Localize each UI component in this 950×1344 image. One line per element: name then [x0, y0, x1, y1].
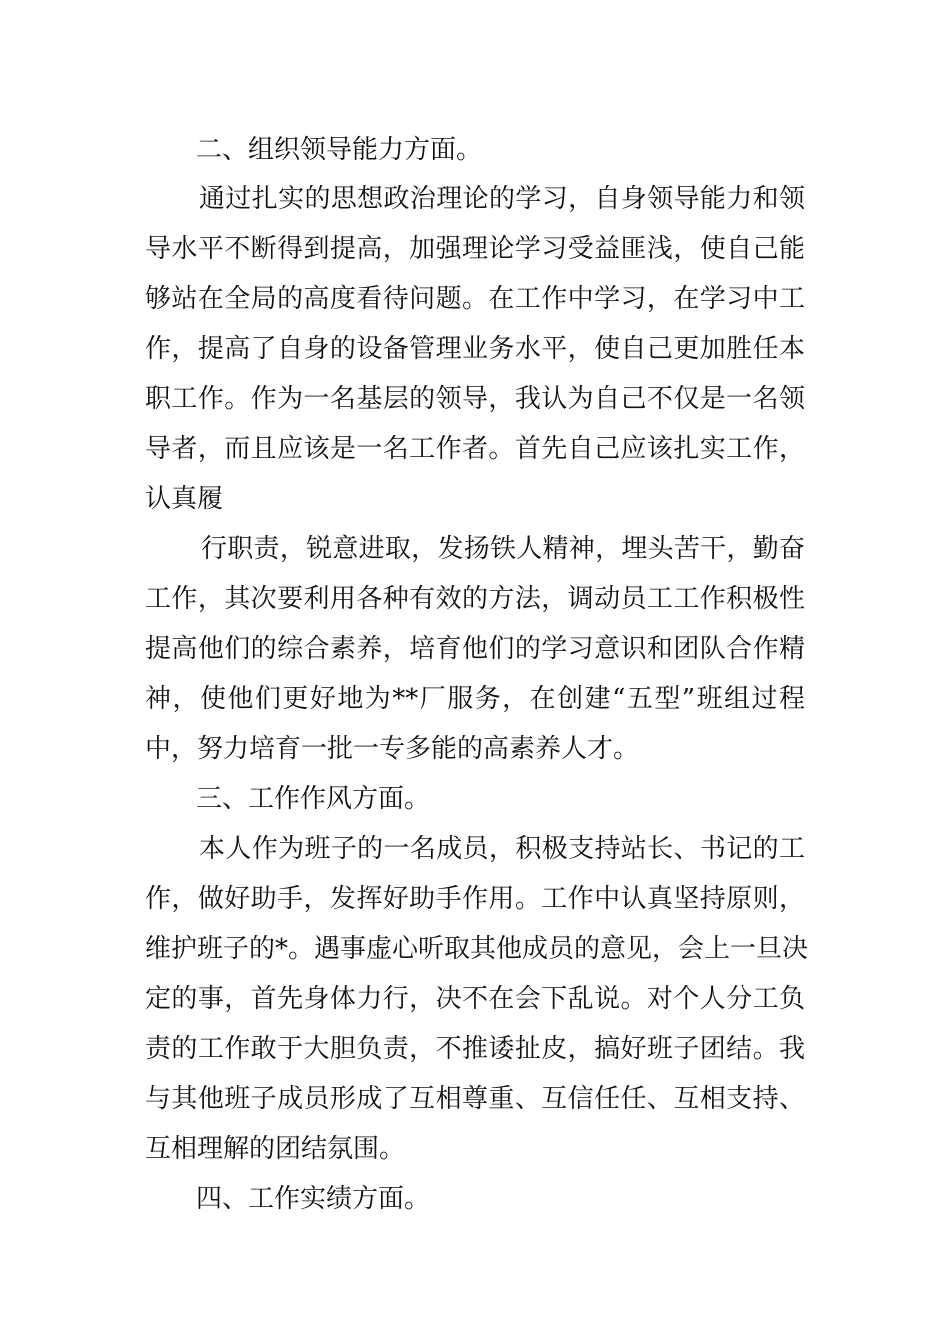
- paragraph-line: 维护班子的*。遇事虚心听取其他成员的意见，会上一旦决: [145, 934, 809, 964]
- paragraph-line: 通过扎实的思想政治理论的学习，自身领导能力和领: [199, 184, 805, 214]
- paragraph-line: 职工作。作为一名基层的领导，我认为自己不仅是一名领: [145, 384, 805, 414]
- paragraph-line: 责的工作敢于大胆负责，不推诿扯皮，搞好班子团结。我: [145, 1034, 805, 1064]
- paragraph-line: 定的事，首先身体力行，决不在会下乱说。对个人分工负: [145, 984, 805, 1014]
- paragraph-line: 作，做好助手，发挥好助手作用。工作中认真坚持原则，: [145, 884, 805, 914]
- paragraph-line: 工作，其次要利用各种有效的方法，调动员工工作积极性: [145, 584, 805, 614]
- paragraph-line: 认真履: [145, 484, 224, 514]
- paragraph-line: 作，提高了自身的设备管理业务水平，使自己更加胜任本: [145, 334, 805, 364]
- section-heading: 四、工作实绩方面。: [196, 1184, 431, 1214]
- section-heading: 二、组织领导能力方面。: [196, 135, 483, 165]
- paragraph-line: 够站在全局的高度看待问题。在工作中学习，在学习中工: [145, 284, 805, 314]
- paragraph-line: 与其他班子成员形成了互相尊重、互信任任、互相支持、: [145, 1084, 805, 1114]
- paragraph-line: 互相理解的团结氛围。: [145, 1134, 406, 1164]
- paragraph-line: 提高他们的综合素养，培育他们的学习意识和团队合作精: [145, 634, 805, 664]
- paragraph-line: 导者，而且应该是一名工作者。首先自己应该扎实工作，: [145, 434, 805, 464]
- paragraph-line: 导水平不断得到提高，加强理论学习受益匪浅，使自己能: [145, 234, 805, 264]
- section-heading: 三、工作作风方面。: [196, 784, 431, 814]
- paragraph-line: 本人作为班子的一名成员，积极支持站长、书记的工: [199, 834, 805, 864]
- paragraph-line: 神，使他们更好地为**厂服务，在创建“五型”班组过程: [145, 684, 805, 714]
- paragraph-line: 中，努力培育一批一专多能的高素养人才。: [145, 734, 640, 764]
- paragraph-line: 行职责，锐意进取，发扬铁人精神，埋头苦干，勤奋: [201, 534, 805, 564]
